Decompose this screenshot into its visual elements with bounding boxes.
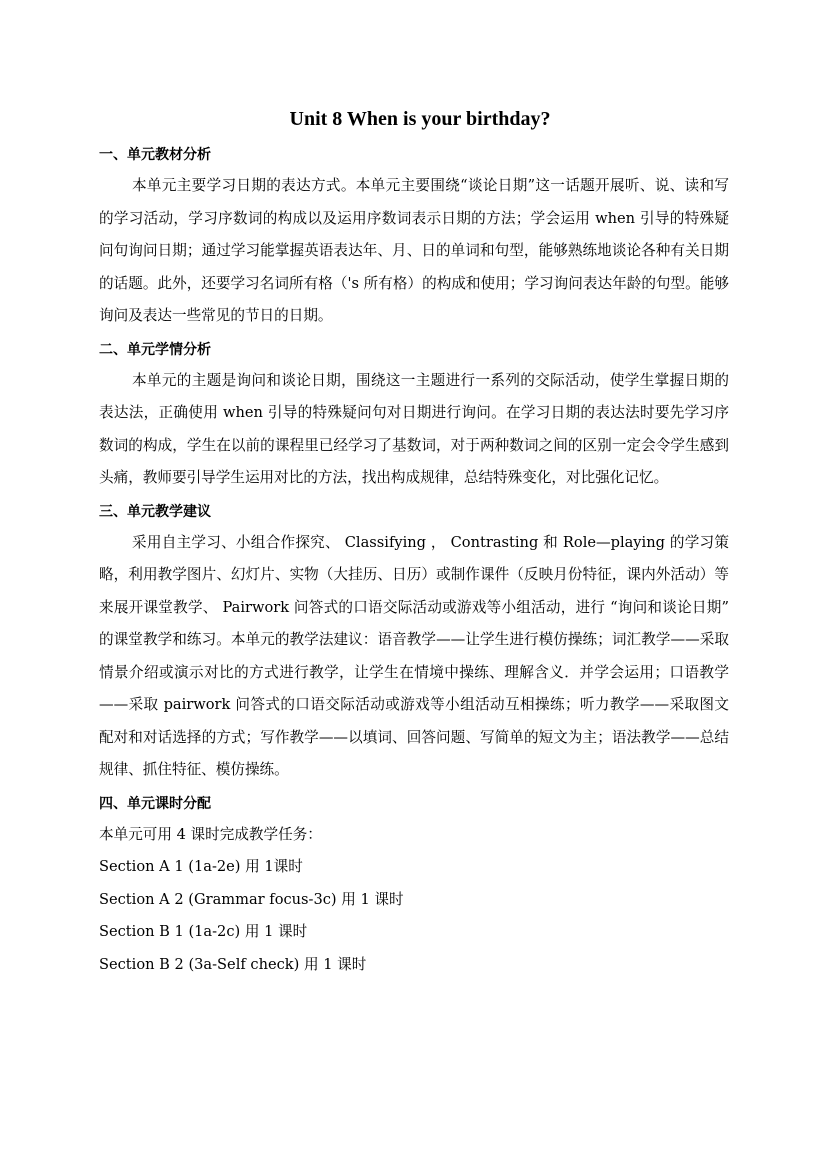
lesson-item: Section A 1 (1a-2e) 用 1课时 — [99, 858, 303, 875]
section-textbook-analysis — [99, 142, 729, 333]
section-paragraph: 本单元的主题是询问和谈论日期，围绕这一主题进行一系列的交际活动，使学生掌握日期的表达法，正确使用 when 引导的特殊疑问句对日期进行询问。在学习日期的表达法时要先学习序数词的构成，学生在以前的课程里已经学习了基数词，对于两种数词之间的区别一定会令学生感到头痛，教师要引导学生运用对比的方法，找出构成规律，总结特殊变化，对比强化记忆。 — [99, 371, 729, 486]
allocation-intro: 本单元可用 4 课时完成教学任务： — [99, 825, 322, 843]
section-student-analysis — [99, 337, 729, 495]
section-paragraph: 采用自主学习、小组合作探究、 Classifying ， Contrasting 和 Role—playing 的学习策略，利用教学图片、幻灯片、实物（大挂历、日历）或制作课件（反映月份特征，课内外活动）等来展开课堂教学、 Pairwork 问答式的口语交际活动或游戏等小组活动，进行 “询问和谈论日期” 的课堂教学和练习。本单元的教学法建议：语音教学——让学生进行模仿操练；词汇教学——采取情景介绍或演示对比的方式进行教学，让学生在情境中操练、理解含义．并学会运用；口语教学——采取 pairwork 问答式的口语交际活动或游戏等小组活动互相操练；听力教学——采取图文配对和对话选择的方式；写作教学——以填词、回答问题、写简单的短文为主；语法教学——总结规律、抓住特征、模仿操练。 — [99, 533, 729, 778]
document-page — [99, 106, 729, 981]
section-heading: 三、单元教学建议 — [99, 503, 211, 520]
lesson-item: Section B 1 (1a-2c) 用 1 课时 — [99, 923, 308, 940]
section-teaching-suggestions — [99, 499, 729, 787]
document-title: Unit 8 When is your birthday? — [289, 108, 551, 130]
section-lesson-allocation — [99, 791, 729, 982]
lesson-item: Section A 2 (Grammar focus-3c) 用 1 课时 — [99, 890, 404, 908]
lesson-item: Section B 2 (3a-Self check) 用 1 课时 — [99, 955, 367, 973]
section-heading: 一、单元教材分析 — [99, 147, 211, 163]
section-paragraph: 本单元主要学习日期的表达方式。本单元主要围绕“谈论日期”这一话题开展听、说、读和写的学习活动，学习序数词的构成以及运用序数词表示日期的方法；学会运用 when 引导的特殊疑问句询问日期；通过学习能掌握英语表达年、月、日的单词和句型，能够熟练地谈论各种有关日期的话题。此外，还要学习名词所有格（'s 所有格）的构成和使用；学习询问表达年龄的句型。能够询问及表达一些常见的节日的日期。 — [99, 177, 729, 324]
section-heading: 四、单元课时分配 — [99, 795, 211, 812]
section-heading: 二、单元学情分析 — [99, 341, 211, 358]
